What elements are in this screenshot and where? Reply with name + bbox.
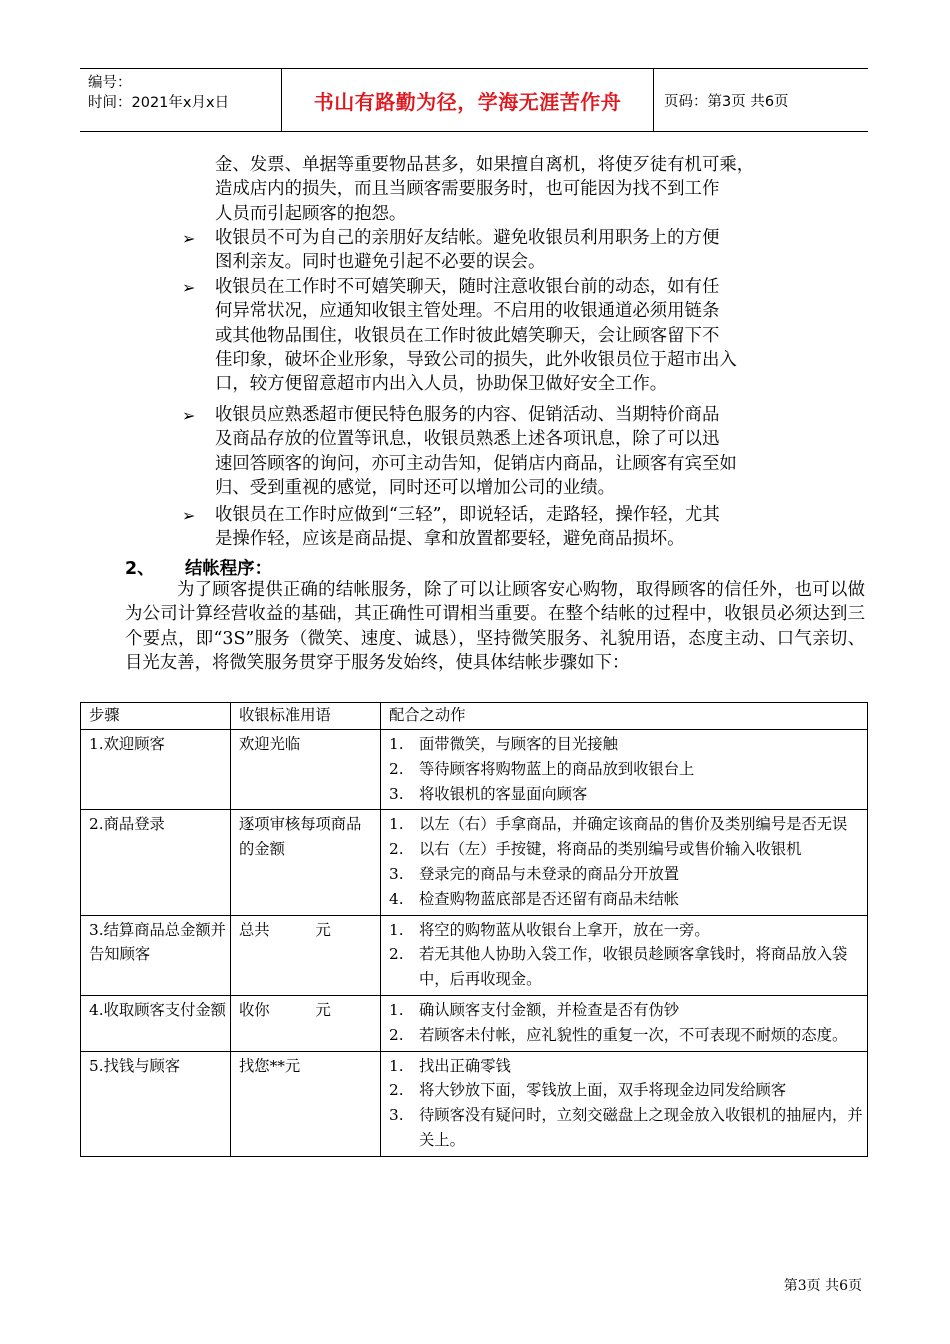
- section-title: 结帐程序：: [185, 559, 272, 579]
- step-cell: 4.收取顾客支付金额: [81, 995, 231, 1051]
- action-item: [389, 862, 863, 887]
- action-item: [389, 1054, 863, 1079]
- header-meta: [80, 69, 281, 131]
- action-number: 3.: [389, 784, 404, 803]
- action-item: [389, 812, 863, 837]
- step-cell: 5.找钱与顾客: [81, 1051, 231, 1156]
- action-text: 若顾客未付帐，应礼貌性的重复一次，不可表现不耐烦的态度。: [419, 1025, 848, 1044]
- action-text: 若无其他人协助入袋工作，收银员趁顾客拿钱时，将商品放入袋中，后再收现金。: [419, 945, 848, 989]
- step-cell: 3.结算商品总金额并告知顾客: [81, 915, 231, 995]
- action-item: [389, 782, 863, 807]
- text-line: 或其他物品围住，收银员在工作时彼此嬉笑聊天，会让顾客留下不: [215, 325, 720, 346]
- action-number: 2.: [389, 1025, 404, 1044]
- text-line: 造成店内的损失，而且当顾客需要服务时，也可能因为找不到工作: [215, 179, 720, 200]
- checkout-procedure-table: [80, 702, 868, 1157]
- text-line: 速回答顾客的询问，亦可主动告知，促销店内商品，让顾客有宾至如: [215, 453, 737, 474]
- action-text: 以右（左）手按键，将商品的类别编号或售价输入收银机: [419, 840, 802, 859]
- page-footer: 第3页 共6页: [783, 1278, 862, 1294]
- continuation-paragraph: [215, 153, 865, 226]
- action-number: 2.: [389, 840, 404, 859]
- action-text: 找出正确零钱: [419, 1056, 511, 1075]
- action-item: [389, 837, 863, 862]
- text-line: 归、受到重视的感觉，同时还可以增加公司的业绩。: [215, 477, 615, 498]
- action-text: 将大钞放下面，零钱放上面，双手将现金边同发给顾客: [419, 1081, 787, 1100]
- text-line: 收银员不可为自己的亲朋好友结帐。避免收银员利用职务上的方便: [215, 228, 720, 248]
- phrase-cell: 收你 元: [231, 995, 381, 1051]
- action-number: 3.: [389, 1106, 404, 1125]
- text-line: 及商品存放的位置等讯息，收银员熟悉上述各项讯息，除了可以迅: [215, 429, 720, 450]
- action-item: [389, 732, 863, 757]
- table-row: [81, 1051, 868, 1156]
- text-line: 金、发票、单据等重要物品甚多，如果擅自离机，将使歹徒有机可乘，: [215, 155, 755, 175]
- step-cell: 1.欢迎顾客: [81, 730, 231, 810]
- column-header: 步骤: [81, 703, 231, 730]
- page-header: [80, 68, 868, 132]
- actions-cell: [381, 810, 868, 915]
- header-motto: 书山有路勤为径，学海无涯苦作舟: [281, 69, 654, 131]
- action-number: 1.: [389, 920, 404, 939]
- table-header-row: [81, 703, 868, 730]
- action-text: 将空的购物蓝从收银台上拿开，放在一旁。: [419, 920, 710, 939]
- actions-cell: [381, 730, 868, 810]
- table-row: [81, 730, 868, 810]
- action-text: 检查购物蓝底部是否还留有商品未结帐: [419, 889, 680, 908]
- action-item: [389, 1078, 863, 1103]
- actions-cell: [381, 995, 868, 1051]
- action-number: 3.: [389, 864, 404, 883]
- text-line: 佳印象，破坏企业形象，导致公司的损失，此外收银员位于超市出入: [215, 349, 737, 370]
- action-text: 确认顾客支付金额，并检查是否有伪钞: [419, 1000, 680, 1019]
- phrase-cell: 找您**元: [231, 1051, 381, 1156]
- action-number: 4.: [389, 889, 404, 908]
- text-line: 是操作轻，应该是商品提、拿和放置都要轻，避免商品损坏。: [215, 529, 685, 550]
- intro-paragraph: 为了顾客提供正确的结帐服务，除了可以让顾客安心购物，取得顾客的信任外，也可以做为公司计算经营收益的基础，其正确性可谓相当重要。在整个结帐的过程中，收银员必须达到三个要点，即“3S”服务（微笑、速度、诚恳），坚持微笑服务、礼貌用语，态度主动、口气亲切、目光友善，将微笑服务贯穿于服务发始终，使具体结帐步骤如下：: [125, 580, 865, 673]
- arrow-bullet-icon: ➢: [182, 506, 196, 525]
- phrase-cell: 逐项审核每项商品的金额: [231, 810, 381, 915]
- action-number: 2.: [389, 759, 404, 778]
- action-text: 登录完的商品与未登录的商品分开放置: [419, 864, 680, 883]
- action-text: 待顾客没有疑问时，立刻交磁盘上之现金放入收银机的抽屉内，并关上。: [419, 1106, 863, 1149]
- action-item: [389, 1023, 863, 1048]
- table-row: [81, 810, 868, 915]
- bullet-paragraph: [215, 226, 865, 275]
- bullet-paragraph: [215, 503, 865, 552]
- text-line: 口，较方便留意超市内出入人员，协助保卫做好安全工作。: [215, 374, 668, 395]
- text-line: 人员而引起顾客的抱怨。: [215, 203, 407, 224]
- section-number: 2、: [125, 559, 155, 579]
- text-line: 收银员应熟悉超市便民特色服务的内容、促销活动、当期特价商品: [215, 405, 720, 425]
- text-line: 何异常状况，应通知收银主管处理。不启用的收银通道必须用链条: [215, 301, 720, 322]
- column-header: 配合之动作: [381, 703, 868, 730]
- action-item: [389, 918, 863, 943]
- step-cell: 2.商品登录: [81, 810, 231, 915]
- number-label: 编号：: [88, 75, 132, 91]
- action-text: 面带微笑，与顾客的目光接触: [419, 735, 618, 753]
- text-line: 图利亲友。同时也避免引起不必要的误会。: [215, 252, 546, 273]
- section-heading: [125, 554, 272, 579]
- action-item: [389, 1103, 863, 1153]
- text-line: 收银员在工作时应做到“三轻”，即说轻话，走路轻，操作轻，尤其: [215, 505, 720, 525]
- action-text: 以左（右）手拿商品，并确定该商品的售价及类别编号是否无误: [419, 815, 848, 834]
- column-header: 收银标准用语: [231, 703, 381, 730]
- arrow-bullet-icon: ➢: [182, 278, 196, 297]
- action-number: 1.: [389, 815, 404, 834]
- phrase-cell: 欢迎光临: [231, 730, 381, 810]
- header-page-code: 页码：第3页 共6页: [664, 93, 789, 110]
- action-text: 等待顾客将购物蓝上的商品放到收银台上: [419, 759, 695, 778]
- table-row: [81, 915, 868, 995]
- time-label: 时间：2021年x月x日: [88, 95, 230, 111]
- action-item: [389, 998, 863, 1023]
- bullet-paragraph: [215, 403, 865, 500]
- action-number: 1.: [389, 1056, 404, 1075]
- bullet-paragraph: [215, 275, 865, 396]
- text-line: 收银员在工作时不可嬉笑聊天，随时注意收银台前的动态，如有任: [215, 277, 720, 297]
- action-item: [389, 942, 863, 992]
- action-number: 2.: [389, 945, 404, 964]
- action-text: 将收银机的客显面向顾客: [419, 784, 588, 803]
- arrow-bullet-icon: ➢: [182, 406, 196, 425]
- actions-cell: [381, 915, 868, 995]
- action-number: 1.: [389, 735, 404, 753]
- action-item: [389, 757, 863, 782]
- action-number: 1.: [389, 1000, 404, 1019]
- action-number: 2.: [389, 1081, 404, 1100]
- phrase-cell: 总共 元: [231, 915, 381, 995]
- table-row: [81, 995, 868, 1051]
- arrow-bullet-icon: ➢: [182, 229, 196, 248]
- action-item: [389, 887, 863, 912]
- actions-cell: [381, 1051, 868, 1156]
